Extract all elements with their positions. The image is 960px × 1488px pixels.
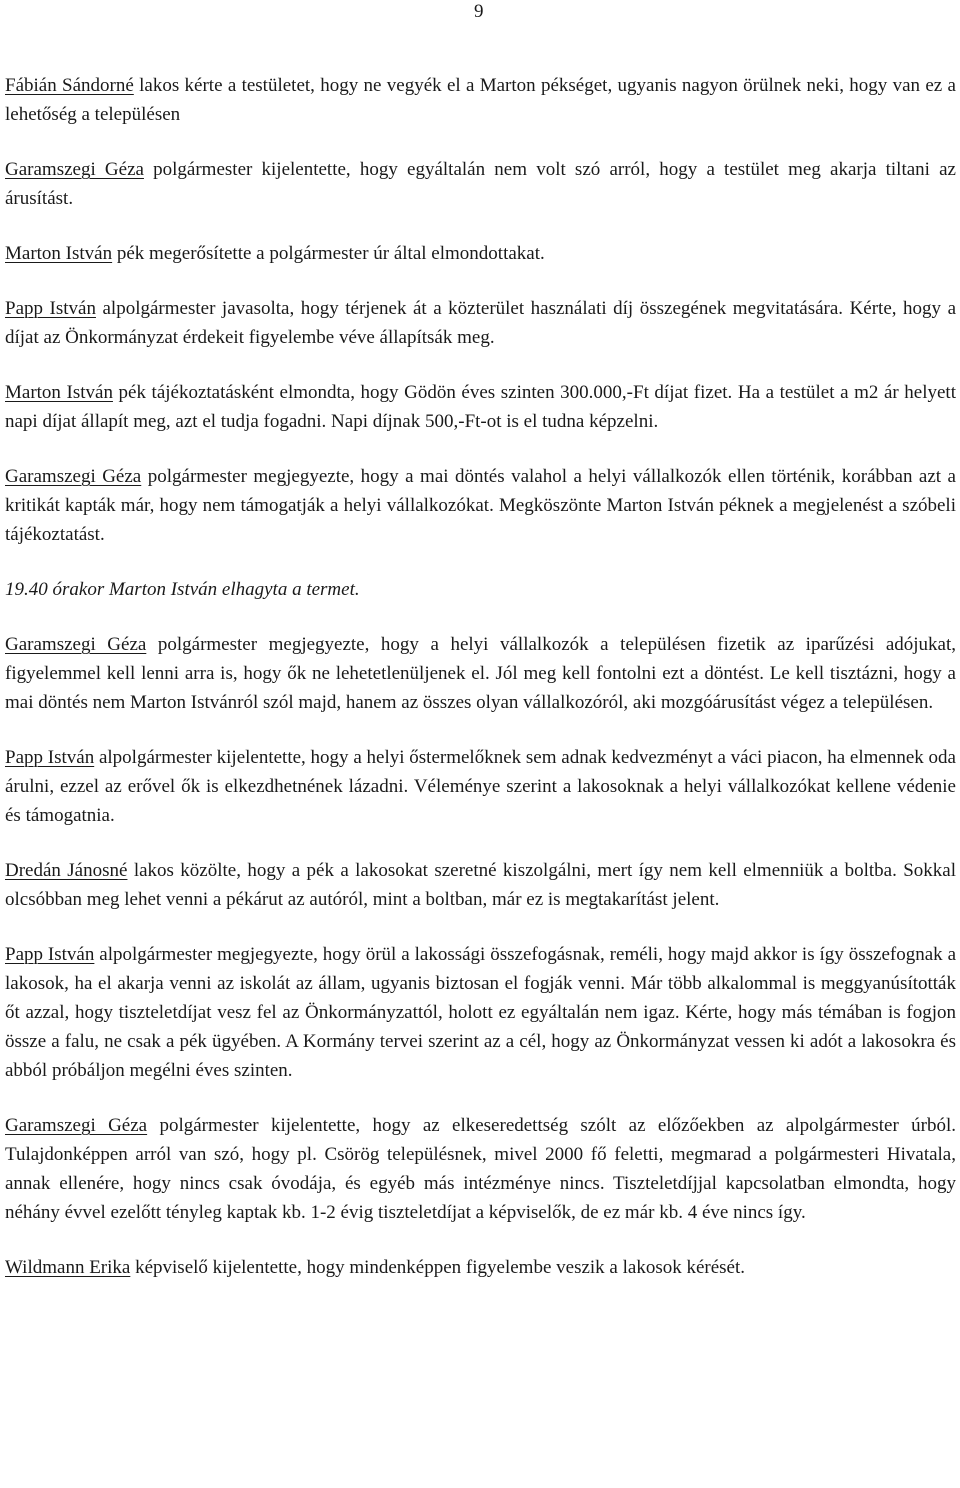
paragraph-text: polgármester megjegyezte, hogy a helyi vállalkozók a településen fizetik az iparűzési adójukat, figyelemmel kell lenni arra is, hogy ők ne lehetetlenüljenek el. Jól meg kell fontolni ezt a döntést. Le kell tisztázni, hogy a mai döntés nem Marton Istvánról szól majd, hanem az összes olyan vállalkozóról, aki mozgóárusítást végez a településen. <box>5 634 956 713</box>
speaker-name: Wildmann Erika <box>5 1257 131 1278</box>
paragraph <box>5 294 956 352</box>
paragraph <box>5 743 956 830</box>
paragraph-text: pék tájékoztatásként elmondta, hogy Gödön éves szinten 300.000,-Ft díjat fizet. Ha a testület a m2 ár helyett napi díjat állapít meg, azt el tudja fogadni. Napi díjnak 500,-Ft-ot is el tudna képzelni. <box>5 382 956 432</box>
paragraph <box>5 856 956 914</box>
page-number: 9 <box>474 1 484 22</box>
speaker-name: Marton István <box>5 382 113 403</box>
speaker-name: Garamszegi Géza <box>5 159 144 180</box>
speaker-name: Fábián Sándorné <box>5 75 134 96</box>
paragraph-text: alpolgármester javasolta, hogy térjenek át a közterület használati díj összegének megvitatására. Kérte, hogy a díjat az Önkormányzat érdekeit figyelembe véve állapítsák meg. <box>5 298 956 348</box>
speaker-name: Garamszegi Géza <box>5 466 142 487</box>
speaker-name: Papp István <box>5 747 95 768</box>
paragraph-text: alpolgármester megjegyezte, hogy örül a lakossági összefogásnak, reméli, hogy majd akkor is így összefognak a lakosok, ha el akarja venni az iskolát az állam, ugyanis biztosan el fogják venni. Már több alkalommal is meggyanúsították őt azzal, hogy tiszteletdíjat vesz fel az Önkormányzattól, holott ez egyáltalán nem igaz. Kérte, hogy más témában is fogjon össze a falu, ne csak a pék ügyében. A Kormány tervei szerint az a cél, hogy az Önkormányzat vessen ki adót a lakosokra és abból próbáljon megélni éves szinten. <box>5 944 956 1081</box>
paragraph-text: lakos közölte, hogy a pék a lakosokat szeretné kiszolgálni, mert így nem kell elmenniük a boltba. Sokkal olcsóbban meg lehet venni a pékárut az autóról, mint a boltban, már ez is megtakarítást jelent. <box>5 860 956 910</box>
paragraph-text: 19.40 órakor Marton István elhagyta a termet. <box>5 579 360 600</box>
paragraph <box>5 378 956 436</box>
paragraph-text: lakos kérte a testületet, hogy ne vegyék el a Marton pékséget, ugyanis nagyon örülnek neki, hogy van ez a lehetőség a településen <box>5 75 956 125</box>
speaker-name: Garamszegi Géza <box>5 634 147 655</box>
paragraph-text: pék megerősítette a polgármester úr által elmondottakat. <box>112 243 545 264</box>
speaker-name: Garamszegi Géza <box>5 1115 148 1136</box>
paragraph <box>5 71 956 129</box>
paragraph <box>5 239 956 268</box>
speaker-name: Papp István <box>5 298 96 319</box>
paragraph <box>5 1253 956 1282</box>
speaker-name: Dredán Jánosné <box>5 860 128 881</box>
paragraph-text: polgármester kijelentette, hogy az elkeseredettség szólt az előzőekben az alpolgármester úrból. Tulajdonképpen arról van szó, hogy pl. Csörög településnek, mivel 2000 fő feletti, megmarad a polgármesteri Hivatala, annak ellenére, hogy nincs csak óvodája, és egyéb más intézménye nincs. Tiszteletdíjjal kapcsolatban elmondta, hogy néhány évvel ezelőtt tényleg kaptak kb. 1-2 évig tiszteletdíjat a képviselők, de ez már kb. 4 éve nincs így. <box>5 1115 956 1223</box>
speaker-name: Marton István <box>5 243 113 264</box>
paragraph-text: polgármester kijelentette, hogy egyáltalán nem volt szó arról, hogy a testület meg akarja tiltani az árusítást. <box>5 159 956 209</box>
paragraph <box>5 1111 956 1227</box>
paragraph-note <box>5 575 956 604</box>
paragraph-text: alpolgármester kijelentette, hogy a helyi őstermelőknek sem adnak kedvezményt a váci piacon, ha elmennek oda árulni, ezzel az erővel ők is elkezdhetnének lázadni. Véleménye szerint a lakosoknak a helyi vállalkozókat kellene védenie és támogatnia. <box>5 747 956 826</box>
document-body <box>5 71 956 1308</box>
paragraph-text: képviselő kijelentette, hogy mindenképpen figyelembe veszik a lakosok kérését. <box>130 1257 746 1278</box>
speaker-name: Papp István <box>5 944 95 965</box>
paragraph <box>5 155 956 213</box>
paragraph-text: polgármester megjegyezte, hogy a mai döntés valahol a helyi vállalkozók ellen történik, korábban azt a kritikát kapták már, hogy nem támogatják a helyi vállalkozókat. Megköszönte Marton István péknek a megjelenést a szóbeli tájékoztatást. <box>5 466 956 545</box>
paragraph <box>5 940 956 1085</box>
paragraph <box>5 630 956 717</box>
paragraph <box>5 462 956 549</box>
